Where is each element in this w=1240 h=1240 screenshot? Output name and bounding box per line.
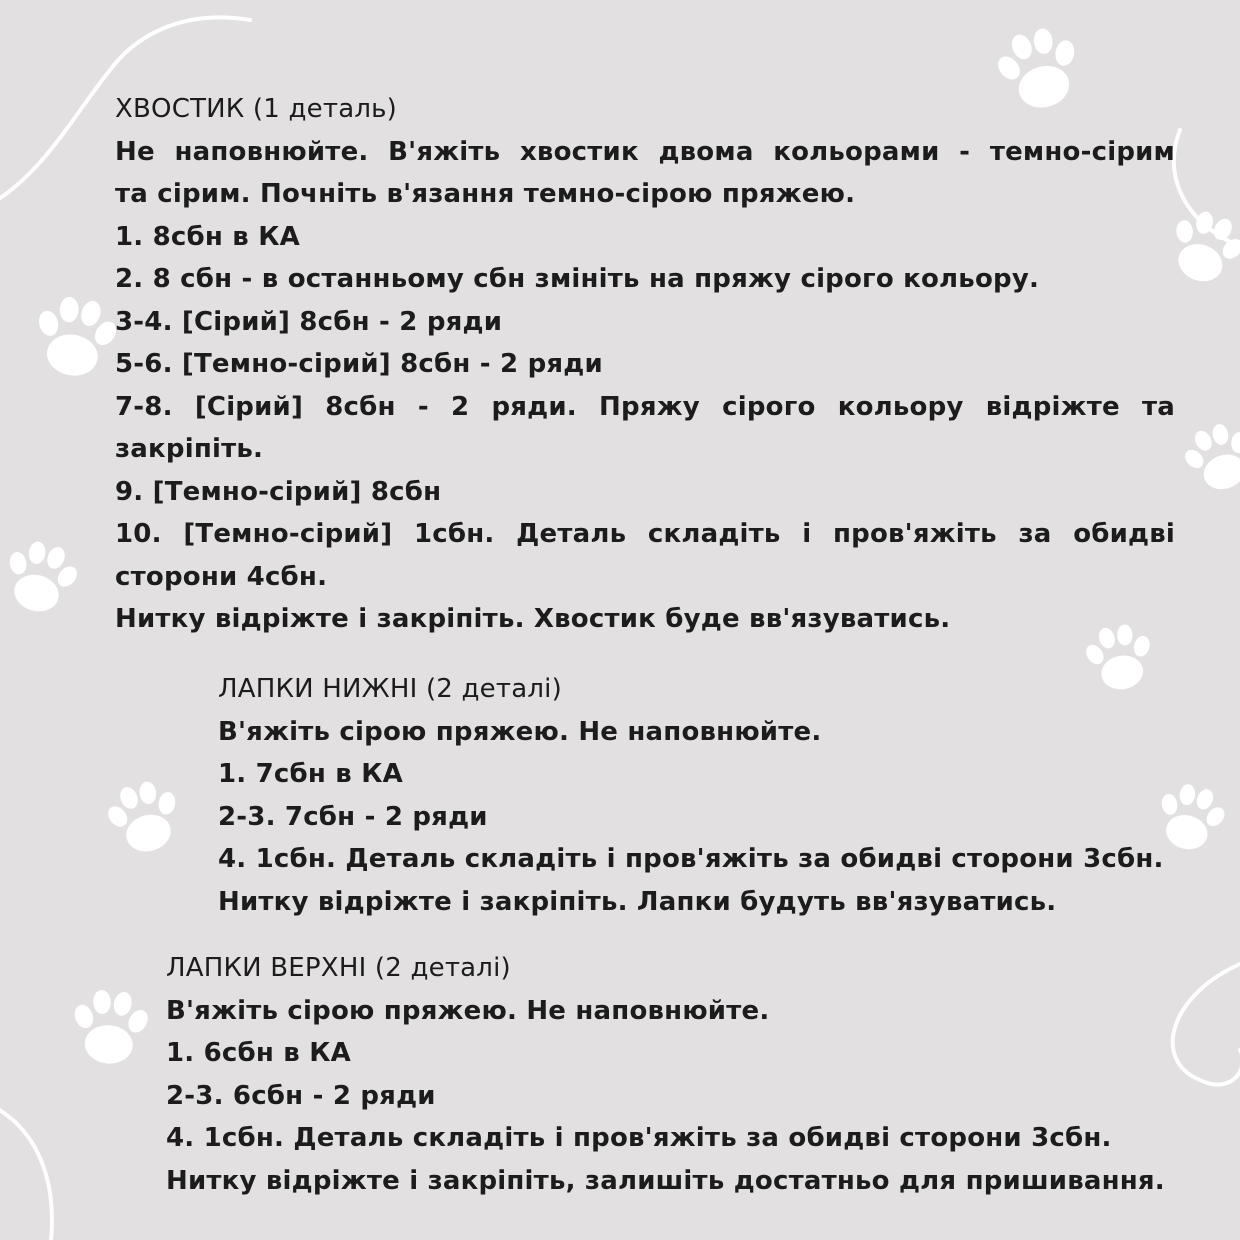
row-line: 2-3. 7сбн - 2 ряди — [218, 801, 488, 832]
paw-print-icon — [1175, 415, 1240, 500]
paw-print-icon — [99, 774, 190, 860]
paw-print-icon — [0, 534, 86, 620]
section-title: ЛАПКИ НИЖНІ (2 деталі) — [218, 674, 562, 704]
row-line: 9. [Темно-сірий] 8сбн — [115, 476, 442, 507]
curly-line-bottom-left — [0, 1100, 52, 1240]
instruction-line: Нитку відріжте і закріпіть, залишіть достатньо для пришивання. — [166, 1165, 1165, 1196]
paw-print-icon — [67, 986, 154, 1067]
instruction-line: В'яжіть сірою пряжею. Не наповнюйте. — [166, 995, 770, 1026]
row-line: закріпіть. — [115, 434, 264, 464]
instruction-line: Нитку відріжте і закріпіть. Хвостик буде вв'язуватись. — [115, 604, 951, 634]
section-title: ХВОСТИК (1 деталь) — [115, 94, 398, 124]
section-title: ЛАПКИ ВЕРХНІ (2 деталі) — [166, 953, 511, 983]
paw-print-icon — [27, 290, 125, 382]
row-line: 1. 7сбн в КА — [218, 759, 403, 789]
row-line: 2. 8 сбн - в останньому сбн змініть на пряжу сірого кольору. — [115, 264, 1040, 294]
row-line: 3-4. [Сірий] 8сбн - 2 ряди — [115, 306, 503, 337]
instruction-line: Не наповнюйте. В'яжіть хвостик двома кольорами - темно-сірим — [115, 136, 1175, 167]
row-line: 1. 8сбн в КА — [115, 221, 300, 252]
instruction-line: та сірим. Почніть в'язання темно-сірою пряжею. — [115, 179, 856, 209]
row-line: 7-8. [Сірий] 8сбн - 2 ряди. Пряжу сірого кольору відріжте та — [115, 391, 1175, 422]
upper-paws-section — [166, 947, 1166, 1202]
row-line: 2-3. 6сбн - 2 ряди — [166, 1080, 436, 1111]
row-line: сторони 4сбн. — [115, 561, 328, 592]
tail-section — [115, 88, 1175, 641]
row-line: 5-6. [Темно-сірий] 8сбн - 2 ряди — [115, 349, 603, 379]
row-line: 1. 6сбн в КА — [166, 1038, 351, 1068]
instruction-line: В'яжіть сірою пряжею. Не наповнюйте. — [218, 716, 822, 747]
row-line: 10. [Темно-сірий] 1сбн. Деталь складіть і пров'яжіть за обидві — [115, 519, 1175, 549]
row-line: 4. 1сбн. Деталь складіть і пров'яжіть за обидві сторони 3сбн. — [218, 844, 1164, 874]
row-line: 4. 1сбн. Деталь складіть і пров'яжіть за обидві сторони 3сбн. — [166, 1123, 1112, 1153]
instruction-line: Нитку відріжте і закріпіть. Лапки будуть вв'язуватись. — [218, 886, 1057, 917]
curly-line-bottom-right — [1173, 960, 1240, 1085]
lower-paws-section — [218, 668, 1178, 923]
